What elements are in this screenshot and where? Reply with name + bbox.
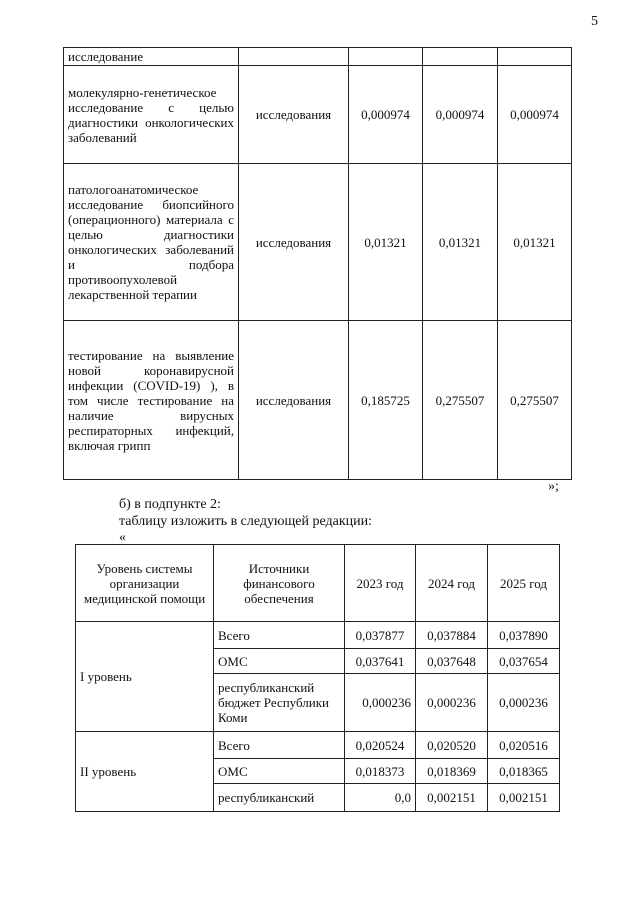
table-row: [76, 732, 560, 759]
unit-cell: исследования: [239, 164, 349, 321]
value-2024: 0,275507: [423, 321, 498, 480]
value-2023: 0,000236: [345, 674, 416, 732]
source-cell: ОМС: [214, 649, 345, 674]
value-2025: 0,037890: [488, 622, 560, 649]
volume-table-continued: [63, 47, 572, 480]
header-level: Уровень системы организации медицинской помощи: [76, 545, 214, 622]
value-2024: 0,000974: [423, 66, 498, 164]
value-2025: 0,018365: [488, 759, 560, 784]
page-number: 5: [591, 14, 598, 29]
value-2025: [498, 48, 572, 66]
unit-cell: исследования: [239, 66, 349, 164]
service-name: патологоанатомическое исследование биопсийного (операционного) материала с целью диагностики онкологических заболеваний и подбора противоопухолевой лекарственной терапии: [64, 164, 239, 321]
service-name: молекулярно-генетическое исследование с целью диагностики онкологических заболеваний: [64, 66, 239, 164]
value-2023: 0,000974: [349, 66, 423, 164]
opening-quote: «: [119, 530, 126, 545]
table-row: [64, 66, 572, 164]
value-2023: [349, 48, 423, 66]
value-2024: 0,000236: [416, 674, 488, 732]
value-2023: 0,018373: [345, 759, 416, 784]
header-2025: 2025 год: [488, 545, 560, 622]
value-2025: 0,01321: [498, 164, 572, 321]
value-2025: 0,000974: [498, 66, 572, 164]
value-2025: 0,020516: [488, 732, 560, 759]
value-2024: 0,01321: [423, 164, 498, 321]
service-name: тестирование на выявление новой коронавирусной инфекции (COVID-19) ), в том числе тестирование на наличие вирусных респираторных инфекций, включая грипп: [64, 321, 239, 480]
value-2023: 0,020524: [345, 732, 416, 759]
source-cell: республиканский бюджет Республики Коми: [214, 674, 345, 732]
value-2023: 0,0: [345, 784, 416, 812]
unit-cell: [239, 48, 349, 66]
value-2025: 0,002151: [488, 784, 560, 812]
closing-quote: »;: [548, 479, 559, 494]
table-header-row: [76, 545, 560, 622]
table-row: [64, 48, 572, 66]
header-2023: 2023 год: [345, 545, 416, 622]
instruction-text: таблицу изложить в следующей редакции:: [119, 514, 373, 529]
value-2025: 0,000236: [488, 674, 560, 732]
value-2024: 0,037884: [416, 622, 488, 649]
service-name: исследование: [64, 48, 239, 66]
value-2025: 0,275507: [498, 321, 572, 480]
header-source: Источники финансового обеспечения: [214, 545, 345, 622]
value-2024: [423, 48, 498, 66]
level-label: II уровень: [76, 732, 214, 812]
subparagraph-heading: б) в подпункте 2:: [119, 497, 221, 512]
source-cell: Всего: [214, 732, 345, 759]
table-row: [76, 622, 560, 649]
value-2024: 0,002151: [416, 784, 488, 812]
value-2023: 0,185725: [349, 321, 423, 480]
source-cell: ОМС: [214, 759, 345, 784]
value-2023: 0,037877: [345, 622, 416, 649]
value-2024: 0,018369: [416, 759, 488, 784]
table-row: [64, 321, 572, 480]
table-row: [64, 164, 572, 321]
source-cell: Всего: [214, 622, 345, 649]
value-2025: 0,037654: [488, 649, 560, 674]
value-2024: 0,037648: [416, 649, 488, 674]
value-2023: 0,01321: [349, 164, 423, 321]
value-2023: 0,037641: [345, 649, 416, 674]
source-cell: республиканский: [214, 784, 345, 812]
header-2024: 2024 год: [416, 545, 488, 622]
level-label: I уровень: [76, 622, 214, 732]
levels-table: [75, 544, 560, 812]
value-2024: 0,020520: [416, 732, 488, 759]
unit-cell: исследования: [239, 321, 349, 480]
